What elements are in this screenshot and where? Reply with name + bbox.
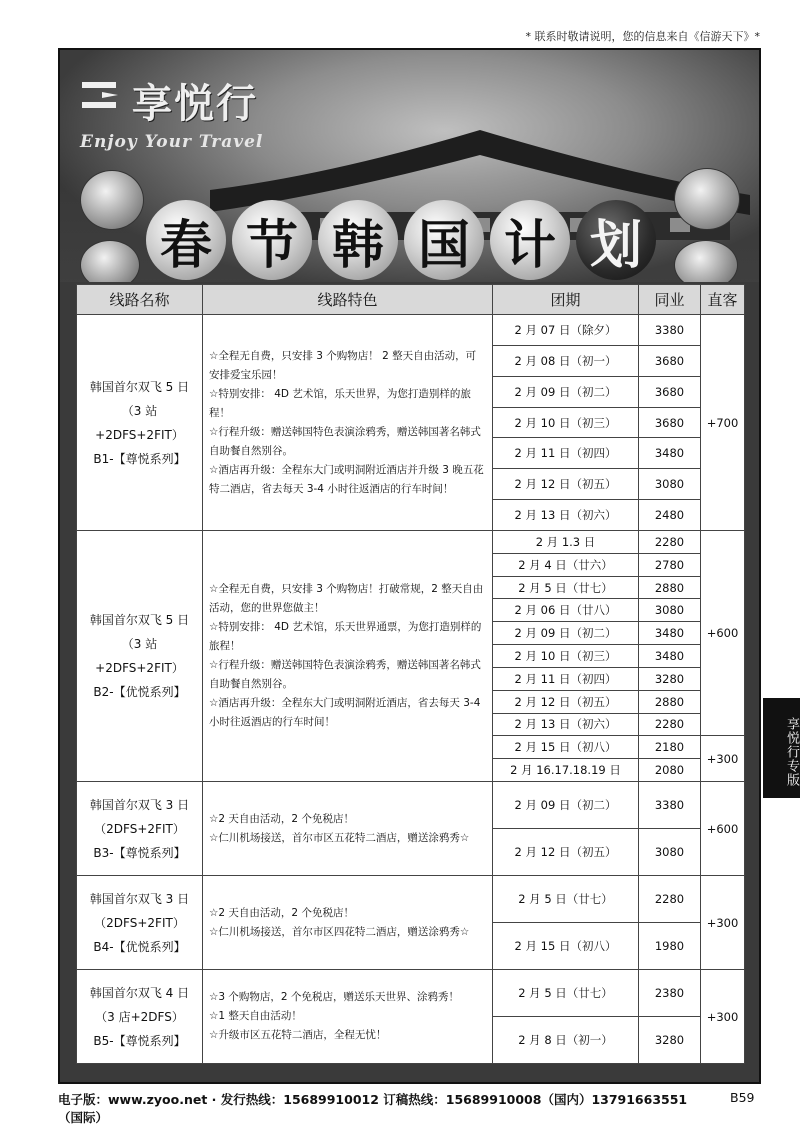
direct-surcharge: +300 xyxy=(701,876,745,970)
trade-price: 2280 xyxy=(639,876,701,923)
table-row xyxy=(77,970,745,1017)
feature-item: ☆行程升级：赠送韩国特色表演涂鸦秀，赠送韩国著名韩式自助餐自然别谷。 xyxy=(209,659,481,690)
direct-surcharge: +700 xyxy=(701,315,745,531)
route-features xyxy=(203,531,493,782)
feature-item: ☆酒店再升级：全程东大门或明洞附近酒店并升级 3 晚五花特二酒店，省去每天 3-4 小时往返酒店的行车时间！ xyxy=(209,463,484,495)
direct-surcharge: +300 xyxy=(701,736,745,782)
banner-title xyxy=(146,200,656,280)
route-name xyxy=(77,970,203,1064)
route-name xyxy=(77,315,203,531)
trade-price: 3080 xyxy=(639,829,701,876)
route-name xyxy=(77,876,203,970)
route-table xyxy=(76,284,745,1064)
departure-date: 2 月 1.3 日 xyxy=(493,531,639,554)
route-name xyxy=(77,531,203,782)
title-char: 计 xyxy=(490,200,570,280)
trade-price: 2880 xyxy=(639,690,701,713)
departure-date: 2 月 09 日（初二） xyxy=(493,376,639,407)
col-header-route: 线路名称 xyxy=(77,285,203,315)
route-code: （3 店+2DFS） xyxy=(95,1009,184,1024)
trade-price: 1980 xyxy=(639,923,701,970)
brand-logo: 享悦行 xyxy=(132,80,258,127)
feature-item: ☆2 天自由活动，2 个免税店！ xyxy=(209,906,354,919)
route-series: B3-【尊悦系列】 xyxy=(93,845,186,860)
route-title: 韩国首尔双飞 4 日 xyxy=(89,985,190,1000)
trade-price: 3480 xyxy=(639,438,701,469)
departure-date: 2 月 10 日（初三） xyxy=(493,407,639,438)
route-code: （2DFS+2FIT） xyxy=(94,821,185,836)
feature-item: ☆行程升级：赠送韩国特色表演涂鸦秀，赠送韩国著名韩式自助餐自然别谷。 xyxy=(209,425,481,457)
feature-item: ☆2 天自由活动，2 个免税店！ xyxy=(209,812,354,825)
title-char: 划 xyxy=(576,200,656,280)
trade-price: 2480 xyxy=(639,500,701,531)
brand-tagline: Enjoy Your Travel xyxy=(80,132,264,152)
departure-date: 2 月 11 日（初四） xyxy=(493,438,639,469)
route-features xyxy=(203,315,493,531)
trade-price: 3380 xyxy=(639,782,701,829)
departure-date: 2 月 12 日（初五） xyxy=(493,469,639,500)
departure-date: 2 月 16.17.18.19 日 xyxy=(493,759,639,782)
feature-item: ☆特别安排： 4D 艺术馆，乐天世界，为您打造别样的旅程！ xyxy=(209,387,471,419)
departure-date: 2 月 08 日（初一） xyxy=(493,345,639,376)
route-code: （3 站+2DFS+2FIT） xyxy=(95,403,184,442)
feature-item: ☆仁川机场接送，首尔市区四花特二酒店，赠送涂鸦秀☆ xyxy=(209,925,470,938)
departure-date: 2 月 15 日（初八） xyxy=(493,923,639,970)
title-char: 韩 xyxy=(318,200,398,280)
trade-price: 3480 xyxy=(639,645,701,668)
logo-arrow-icon xyxy=(82,78,126,112)
trade-price: 3080 xyxy=(639,599,701,622)
col-header-direct-price: 直客 xyxy=(701,285,745,315)
lantern-left-bottom xyxy=(80,240,140,282)
col-header-trade-price: 同业 xyxy=(639,285,701,315)
route-code: （2DFS+2FIT） xyxy=(94,915,185,930)
departure-date: 2 月 8 日（初一） xyxy=(493,1017,639,1064)
direct-surcharge: +600 xyxy=(701,782,745,876)
feature-item: ☆1 整天自由活动！ xyxy=(209,1010,302,1022)
trade-price: 3680 xyxy=(639,407,701,438)
route-features xyxy=(203,876,493,970)
trade-price: 2780 xyxy=(639,553,701,576)
trade-price: 3380 xyxy=(639,315,701,346)
title-char: 春 xyxy=(146,200,226,280)
feature-item: ☆仁川机场接送，首尔市区五花特二酒店，赠送涂鸦秀☆ xyxy=(209,831,470,844)
trade-price: 3480 xyxy=(639,622,701,645)
table-header-row xyxy=(77,285,745,315)
feature-item: ☆3 个购物店，2 个免税店，赠送乐天世界、涂鸦秀！ xyxy=(209,991,459,1003)
trade-price: 2880 xyxy=(639,576,701,599)
route-title: 韩国首尔双飞 5 日 xyxy=(89,613,190,627)
departure-date: 2 月 09 日（初二） xyxy=(493,782,639,829)
feature-item: ☆特别安排： 4D 艺术馆，乐天世界通票，为您打造别样的旅程！ xyxy=(209,621,482,652)
title-char: 节 xyxy=(232,200,312,280)
trade-price: 2080 xyxy=(639,759,701,782)
route-features xyxy=(203,782,493,876)
feature-item: ☆全程无自费，只安排 3 个购物店！打破常规，2 整天自由活动，您的世界您做主！ xyxy=(209,583,484,614)
departure-date: 2 月 11 日（初四） xyxy=(493,667,639,690)
table-row xyxy=(77,531,745,554)
departure-date: 2 月 5 日（廿七） xyxy=(493,576,639,599)
departure-date: 2 月 5 日（廿七） xyxy=(493,876,639,923)
section-side-tab: 享悦行专版 xyxy=(763,698,800,798)
route-series: B1-【尊悦系列】 xyxy=(93,451,186,466)
col-header-features: 线路特色 xyxy=(203,285,493,315)
lantern-left-top xyxy=(80,170,144,230)
departure-date: 2 月 12 日（初五） xyxy=(493,690,639,713)
route-title: 韩国首尔双飞 3 日 xyxy=(89,891,190,906)
trade-price: 3280 xyxy=(639,667,701,690)
departure-date: 2 月 07 日（除夕） xyxy=(493,315,639,346)
trade-price: 3280 xyxy=(639,1017,701,1064)
route-title: 韩国首尔双飞 5 日 xyxy=(89,379,190,394)
lantern-right-top xyxy=(674,168,740,230)
departure-date: 2 月 12 日（初五） xyxy=(493,829,639,876)
route-series: B4-【优悦系列】 xyxy=(93,939,186,954)
route-features xyxy=(203,970,493,1064)
trade-price: 3080 xyxy=(639,469,701,500)
col-header-departure: 团期 xyxy=(493,285,639,315)
route-name xyxy=(77,782,203,876)
feature-item: ☆升级市区五花特二酒店，全程无忧！ xyxy=(209,1029,387,1041)
route-series: B5-【尊悦系列】 xyxy=(93,1033,186,1048)
footer-contact: 电子版：www.zyoo.net · 发行热线：15689910012 订稿热线：15689910008（国内）13791663551（国际） xyxy=(58,1092,688,1125)
trade-price: 3680 xyxy=(639,376,701,407)
lantern-right-bottom xyxy=(674,240,738,282)
departure-date: 2 月 13 日（初六） xyxy=(493,500,639,531)
page-number: B59 xyxy=(730,1090,755,1105)
departure-date: 2 月 4 日（廿六） xyxy=(493,553,639,576)
departure-date: 2 月 06 日（廿八） xyxy=(493,599,639,622)
departure-date: 2 月 10 日（初三） xyxy=(493,645,639,668)
trade-price: 2180 xyxy=(639,736,701,759)
table-row xyxy=(77,876,745,923)
table-row xyxy=(77,782,745,829)
departure-date: 2 月 15 日（初八） xyxy=(493,736,639,759)
table-row xyxy=(77,315,745,346)
route-title: 韩国首尔双飞 3 日 xyxy=(89,797,190,812)
source-note: * 联系时敬请说明，您的信息来自《信游天下》* xyxy=(525,30,760,43)
feature-item: ☆酒店再升级：全程东大门或明洞附近酒店，省去每天 3-4 小时往返酒店的行车时间！ xyxy=(209,697,481,728)
trade-price: 2280 xyxy=(639,531,701,554)
departure-date: 2 月 09 日（初二） xyxy=(493,622,639,645)
departure-date: 2 月 5 日（廿七） xyxy=(493,970,639,1017)
banner xyxy=(60,50,759,282)
trade-price: 3680 xyxy=(639,345,701,376)
feature-item: ☆全程无自费，只安排 3 个购物店！ 2 整天自由活动，可安排爱宝乐园！ xyxy=(209,349,477,381)
direct-surcharge: +600 xyxy=(701,531,745,736)
title-char: 国 xyxy=(404,200,484,280)
trade-price: 2280 xyxy=(639,713,701,736)
route-code: （3 站+2DFS+2FIT） xyxy=(95,637,184,675)
direct-surcharge: +300 xyxy=(701,970,745,1064)
trade-price: 2380 xyxy=(639,970,701,1017)
departure-date: 2 月 13 日（初六） xyxy=(493,713,639,736)
route-series: B2-【优悦系列】 xyxy=(93,685,186,699)
